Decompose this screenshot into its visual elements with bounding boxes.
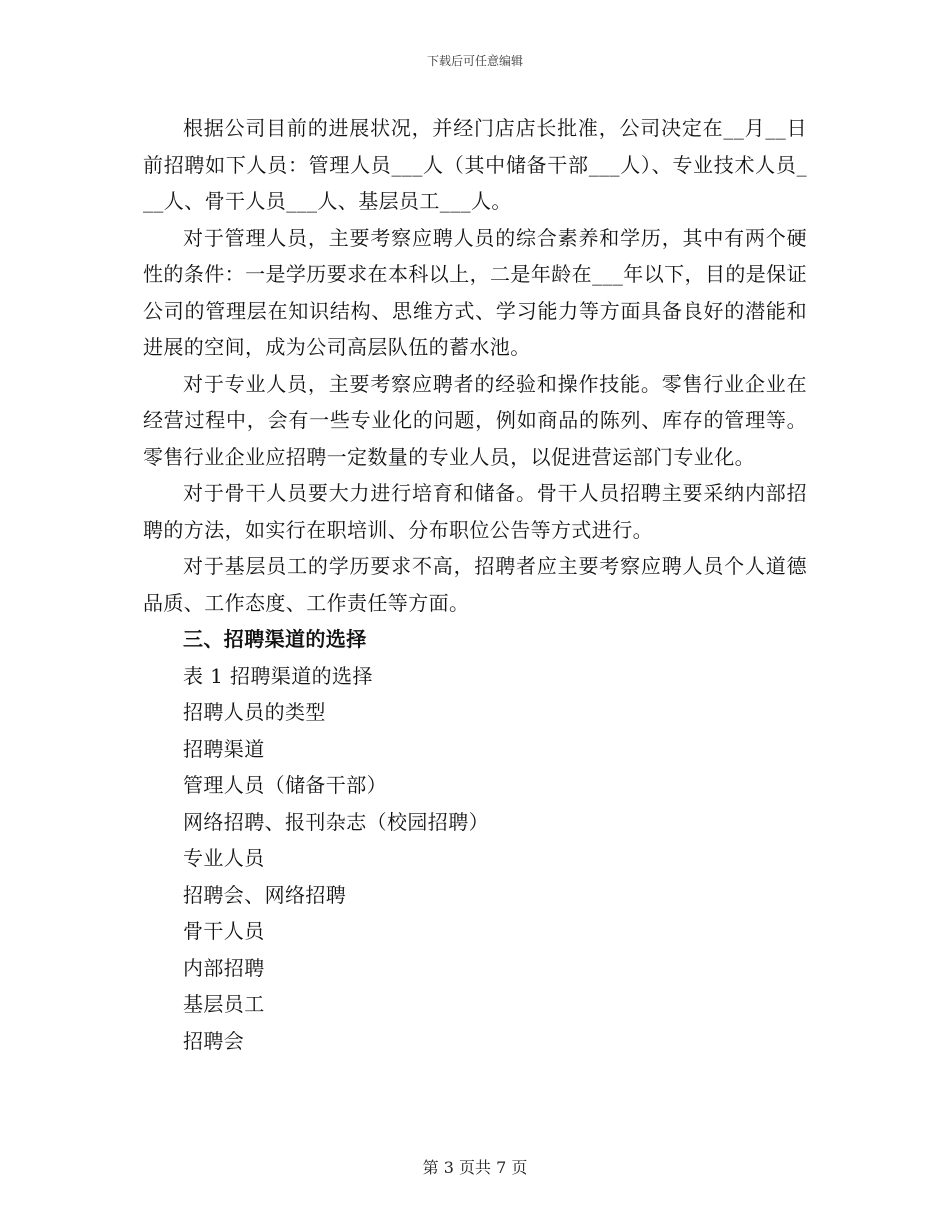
paragraph-professional-staff: 对于专业人员，主要考察应聘者的经验和操作技能。零售行业企业在经营过程中，会有一些专业化的问题，例如商品的陈列、库存的管理等。零售行业企业应招聘一定数量的专业人员，以促进营运部门专业化。 <box>143 371 807 469</box>
table-cell-channel: 招聘会 <box>183 1028 245 1053</box>
table-caption: 表 1 招聘渠道的选择 <box>183 663 373 688</box>
page-header: 下载后可任意编辑 <box>426 54 523 68</box>
table-cell-type: 基层员工 <box>183 992 265 1016</box>
paragraph-management-staff: 对于管理人员，主要考察应聘人员的综合素养和学历，其中有两个硬性的条件：一是学历要求在本科以上，二是年龄在___年以下，目的是保证公司的管理层在知识结构、思维方式、学习能力等方面具备良好的潜能和进展的空间，成为公司高层队伍的蓄水池。 <box>143 225 807 359</box>
table-cell-type: 骨干人员 <box>183 919 265 943</box>
table-header-type: 招聘人员的类型 <box>183 700 326 724</box>
paragraph-basic-staff: 对于基层员工的学历要求不高，招聘者应主要考察应聘人员个人道德品质、工作态度、工作责任等方面。 <box>143 554 807 615</box>
document-body <box>143 110 807 1059</box>
paragraph-backbone-staff: 对于骨干人员要大力进行培育和储备。骨干人员招聘主要采纳内部招聘的方法，如实行在职培训、分布职位公告等方式进行。 <box>143 481 807 542</box>
table-cell-channel: 招聘会、网络招聘 <box>183 882 347 907</box>
page-number: 第 3 页共 7 页 <box>422 1158 528 1177</box>
table-cell-type: 专业人员 <box>183 846 265 870</box>
table-cell-channel: 网络招聘、报刊杂志（校园招聘） <box>183 809 489 834</box>
table-cell-type: 管理人员（储备干部） <box>183 773 387 797</box>
paragraph-recruitment-plan: 根据公司目前的进展状况，并经门店店长批准，公司决定在__月__日前招聘如下人员：管理人员___人（其中储备干部___人）、专业技术人员___人、骨干人员___人、基层员工___人。 <box>143 116 807 213</box>
section-heading: 三、招聘渠道的选择 <box>183 627 367 651</box>
table-cell-channel: 内部招聘 <box>183 955 265 980</box>
table-header-channel: 招聘渠道 <box>183 736 265 761</box>
